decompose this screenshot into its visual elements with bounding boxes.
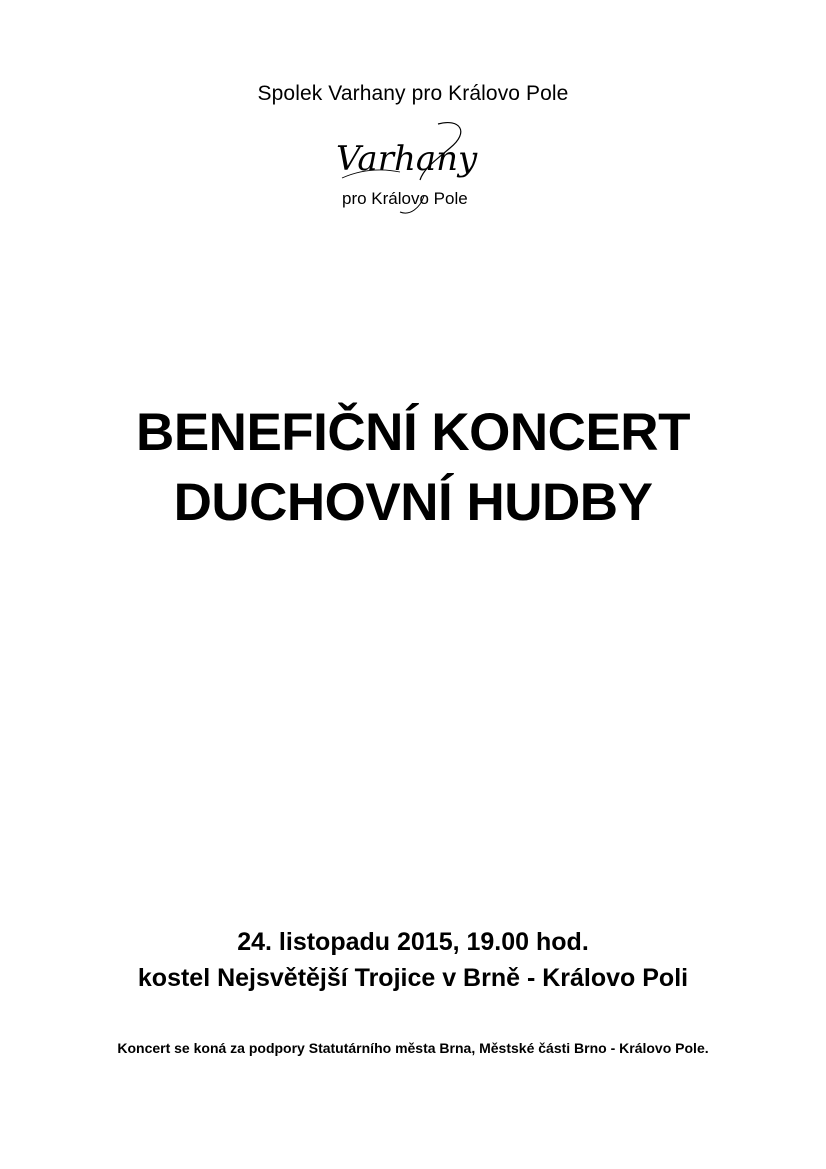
title-line-1: BENEFIČNÍ KONCERT xyxy=(136,403,690,462)
event-date-time: 24. listopadu 2015, 19.00 hod. xyxy=(237,928,589,956)
event-details xyxy=(0,924,826,996)
organization-name: Spolek Varhany pro Královo Pole xyxy=(257,82,569,105)
logo-script-text: Varhany xyxy=(336,139,478,179)
logo-subtitle: pro Královo Pole xyxy=(342,189,468,208)
organization-logo xyxy=(320,118,490,218)
event-venue: kostel Nejsvětější Trojice v Brně - Královo Poli xyxy=(137,964,689,992)
concert-title xyxy=(0,398,826,538)
support-note: Koncert se koná za podpory Statutárního města Brna, Městské části Brno - Královo Pole. xyxy=(117,1040,709,1056)
title-line-2: DUCHOVNÍ HUDBY xyxy=(173,473,653,532)
